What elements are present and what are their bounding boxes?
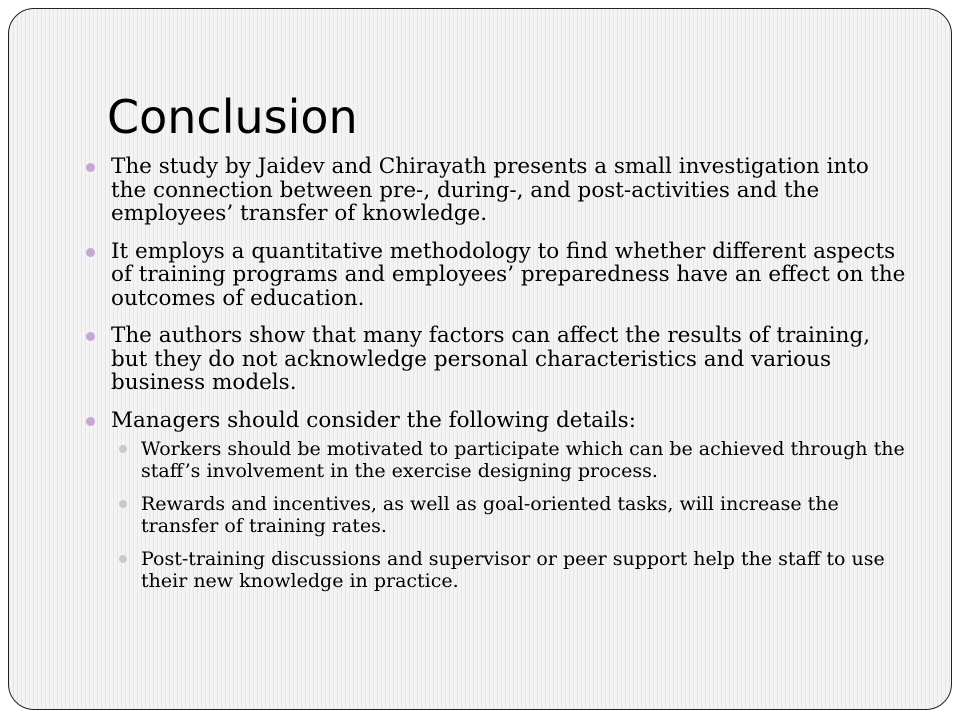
- sub-bullet-item: [111, 493, 909, 537]
- sub-bullet-dot-icon: [119, 555, 127, 563]
- slide: [8, 8, 952, 710]
- bullet-dot-icon: [86, 332, 95, 341]
- bullet-dot-icon: [86, 163, 95, 172]
- sub-bullet-dot-icon: [119, 500, 127, 508]
- bullet-text: The study by Jaidev and Chirayath presents a small investigation into the connection between pre-, during-, and post-activities and the employees’ transfer of knowledge.: [111, 154, 869, 226]
- sub-bullet-text: Workers should be motivated to participate which can be achieved through the staff’s involvement in the exercise designing process.: [141, 438, 905, 482]
- bullet-item: [79, 155, 909, 226]
- bullet-item: [79, 324, 909, 395]
- sub-bullet-text: Post-training discussions and supervisor or peer support help the staff to use their new knowledge in practice.: [141, 548, 885, 592]
- sub-bullet-item: [111, 438, 909, 482]
- bullet-item: [79, 409, 909, 593]
- sub-bullet-list: [111, 438, 909, 592]
- slide-title: Conclusion: [107, 90, 358, 144]
- bullet-text: It employs a quantitative methodology to find whether different aspects of training programs and employees’ preparedness have an effect on the outcomes of education.: [111, 238, 906, 311]
- bullet-text: The authors show that many factors can affect the results of training, but they do not acknowledge personal characteristics and various business models.: [111, 323, 871, 395]
- bullet-dot-icon: [86, 248, 95, 257]
- sub-bullet-dot-icon: [119, 445, 127, 453]
- bullet-text: Managers should consider the following details:: [111, 407, 636, 433]
- slide-content: [79, 155, 909, 606]
- bullet-list: [79, 155, 909, 592]
- sub-bullet-item: [111, 548, 909, 592]
- sub-bullet-text: Rewards and incentives, as well as goal-oriented tasks, will increase the transfer of training rates.: [141, 493, 839, 537]
- bullet-item: [79, 240, 909, 311]
- bullet-dot-icon: [86, 417, 95, 426]
